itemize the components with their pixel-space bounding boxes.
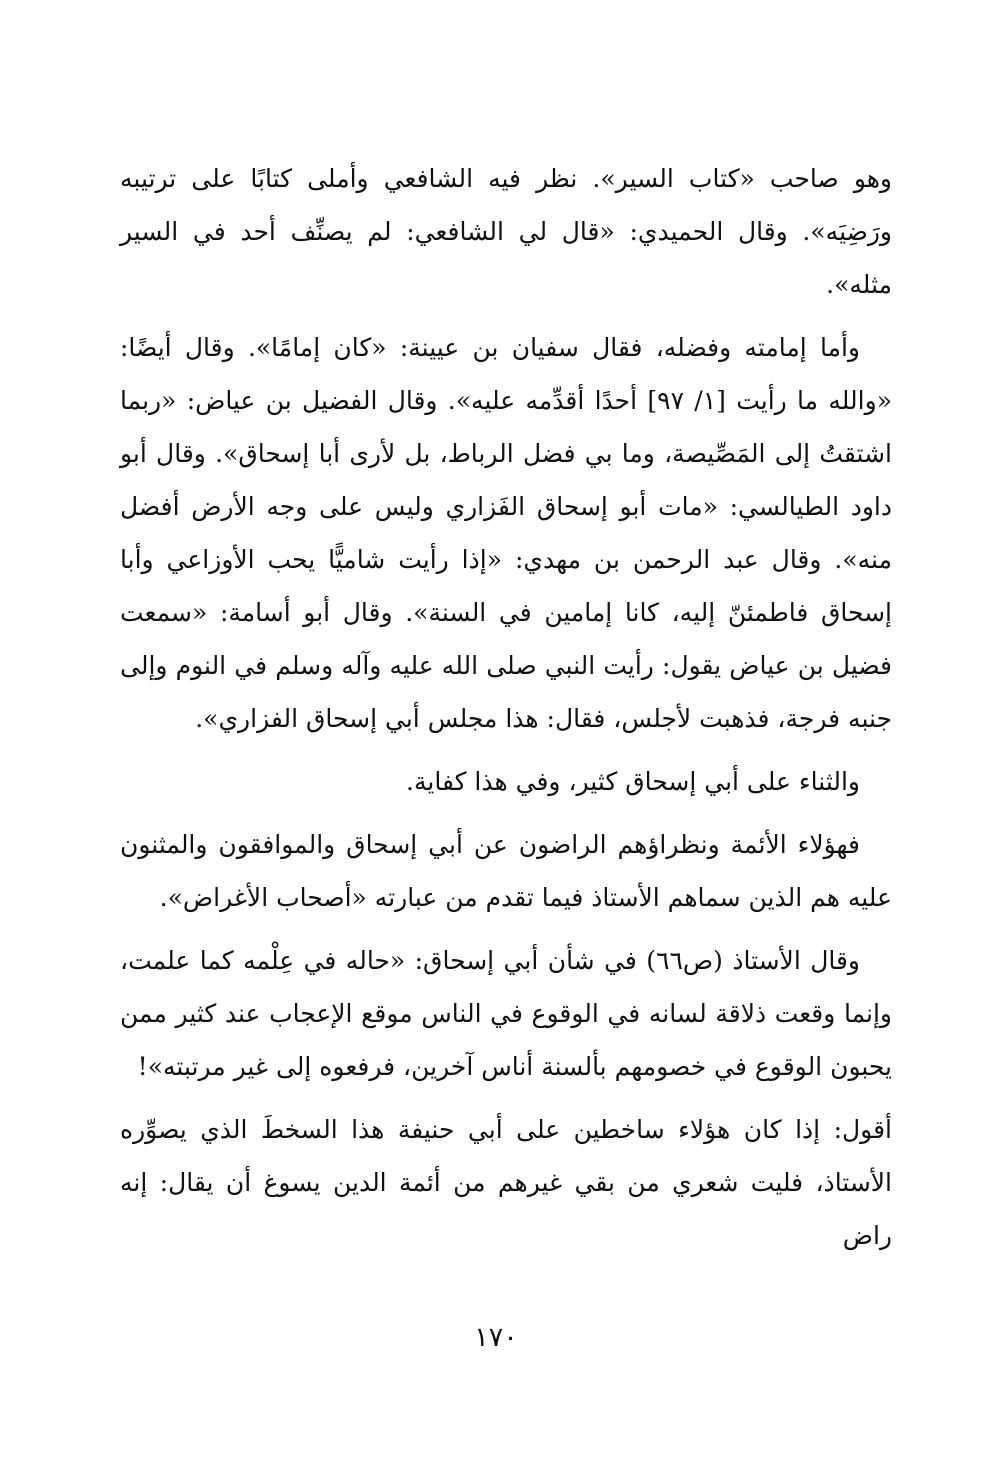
paragraph-6: أقول: إذا كان هؤلاء ساخطين على أبي حنيفة هذا السخطَ الذي يصوِّره الأستاذ، فليت شعري من بقي غيرهم من أئمة الدين يسوغ أن يقال: إنه راض xyxy=(120,1115,892,1250)
paragraph-4: فهؤلاء الأئمة ونظراؤهم الراضون عن أبي إسحاق والموافقون والمثنون عليه هم الذين سماهم الأستاذ فيما تقدم من عبارته «أصحاب الأغراض». xyxy=(120,830,892,912)
paragraph-5: وقال الأستاذ (ص٦٦) في شأن أبي إسحاق: «حاله في عِلْمه كما علمت، وإنما وقعت ذلاقة لسانه في الوقوع في الناس موقع الإعجاب عند كثير ممن يحبون الوقوع في خصومهم بألسنة أناس آخرين، فرفعوه إلى غير مرتبته»! xyxy=(120,946,892,1081)
paragraph-3: والثناء على أبي إسحاق كثير، وفي هذا كفاية. xyxy=(406,767,860,796)
page-number: ١٧٠ xyxy=(474,1322,518,1353)
paragraph-2: وأما إمامته وفضله، فقال سفيان بن عيينة: «كان إمامًا». وقال أيضًا: «والله ما رأيت [١/ ٩٧] أحدًا أقدِّمه عليه». وقال الفضيل بن عياض: «ربما اشتقتُ إلى المَصِّيصة، وما بي فضل الرباط، بل لأرى أبا إسحاق». وقال أبو داود الطيالسي: «مات أبو إسحاق الفَزاري وليس على وجه الأرض أفضل منه». وقال عبد الرحمن بن مهدي: «إذا رأيت شاميًّا يحب الأوزاعي وأبا إسحاق فاطمئنّ إليه، كانا إمامين في السنة». وقال أبو أسامة: «سمعت فضيل بن عياض يقول: رأيت النبي صلى الله عليه وآله وسلم في النوم وإلى جنبه فرجة، فذهبت لأجلس، فقال: هذا مجلس أبي إسحاق الفزاري». xyxy=(120,333,892,733)
page-body xyxy=(120,152,892,1292)
paragraph-1: وهو صاحب «كتاب السير». نظر فيه الشافعي وأملى كتابًا على ترتيبه ورَضِيَه». وقال الحميدي: «قال لي الشافعي: لم يصنِّف أحد في السير مثله». xyxy=(120,164,892,299)
